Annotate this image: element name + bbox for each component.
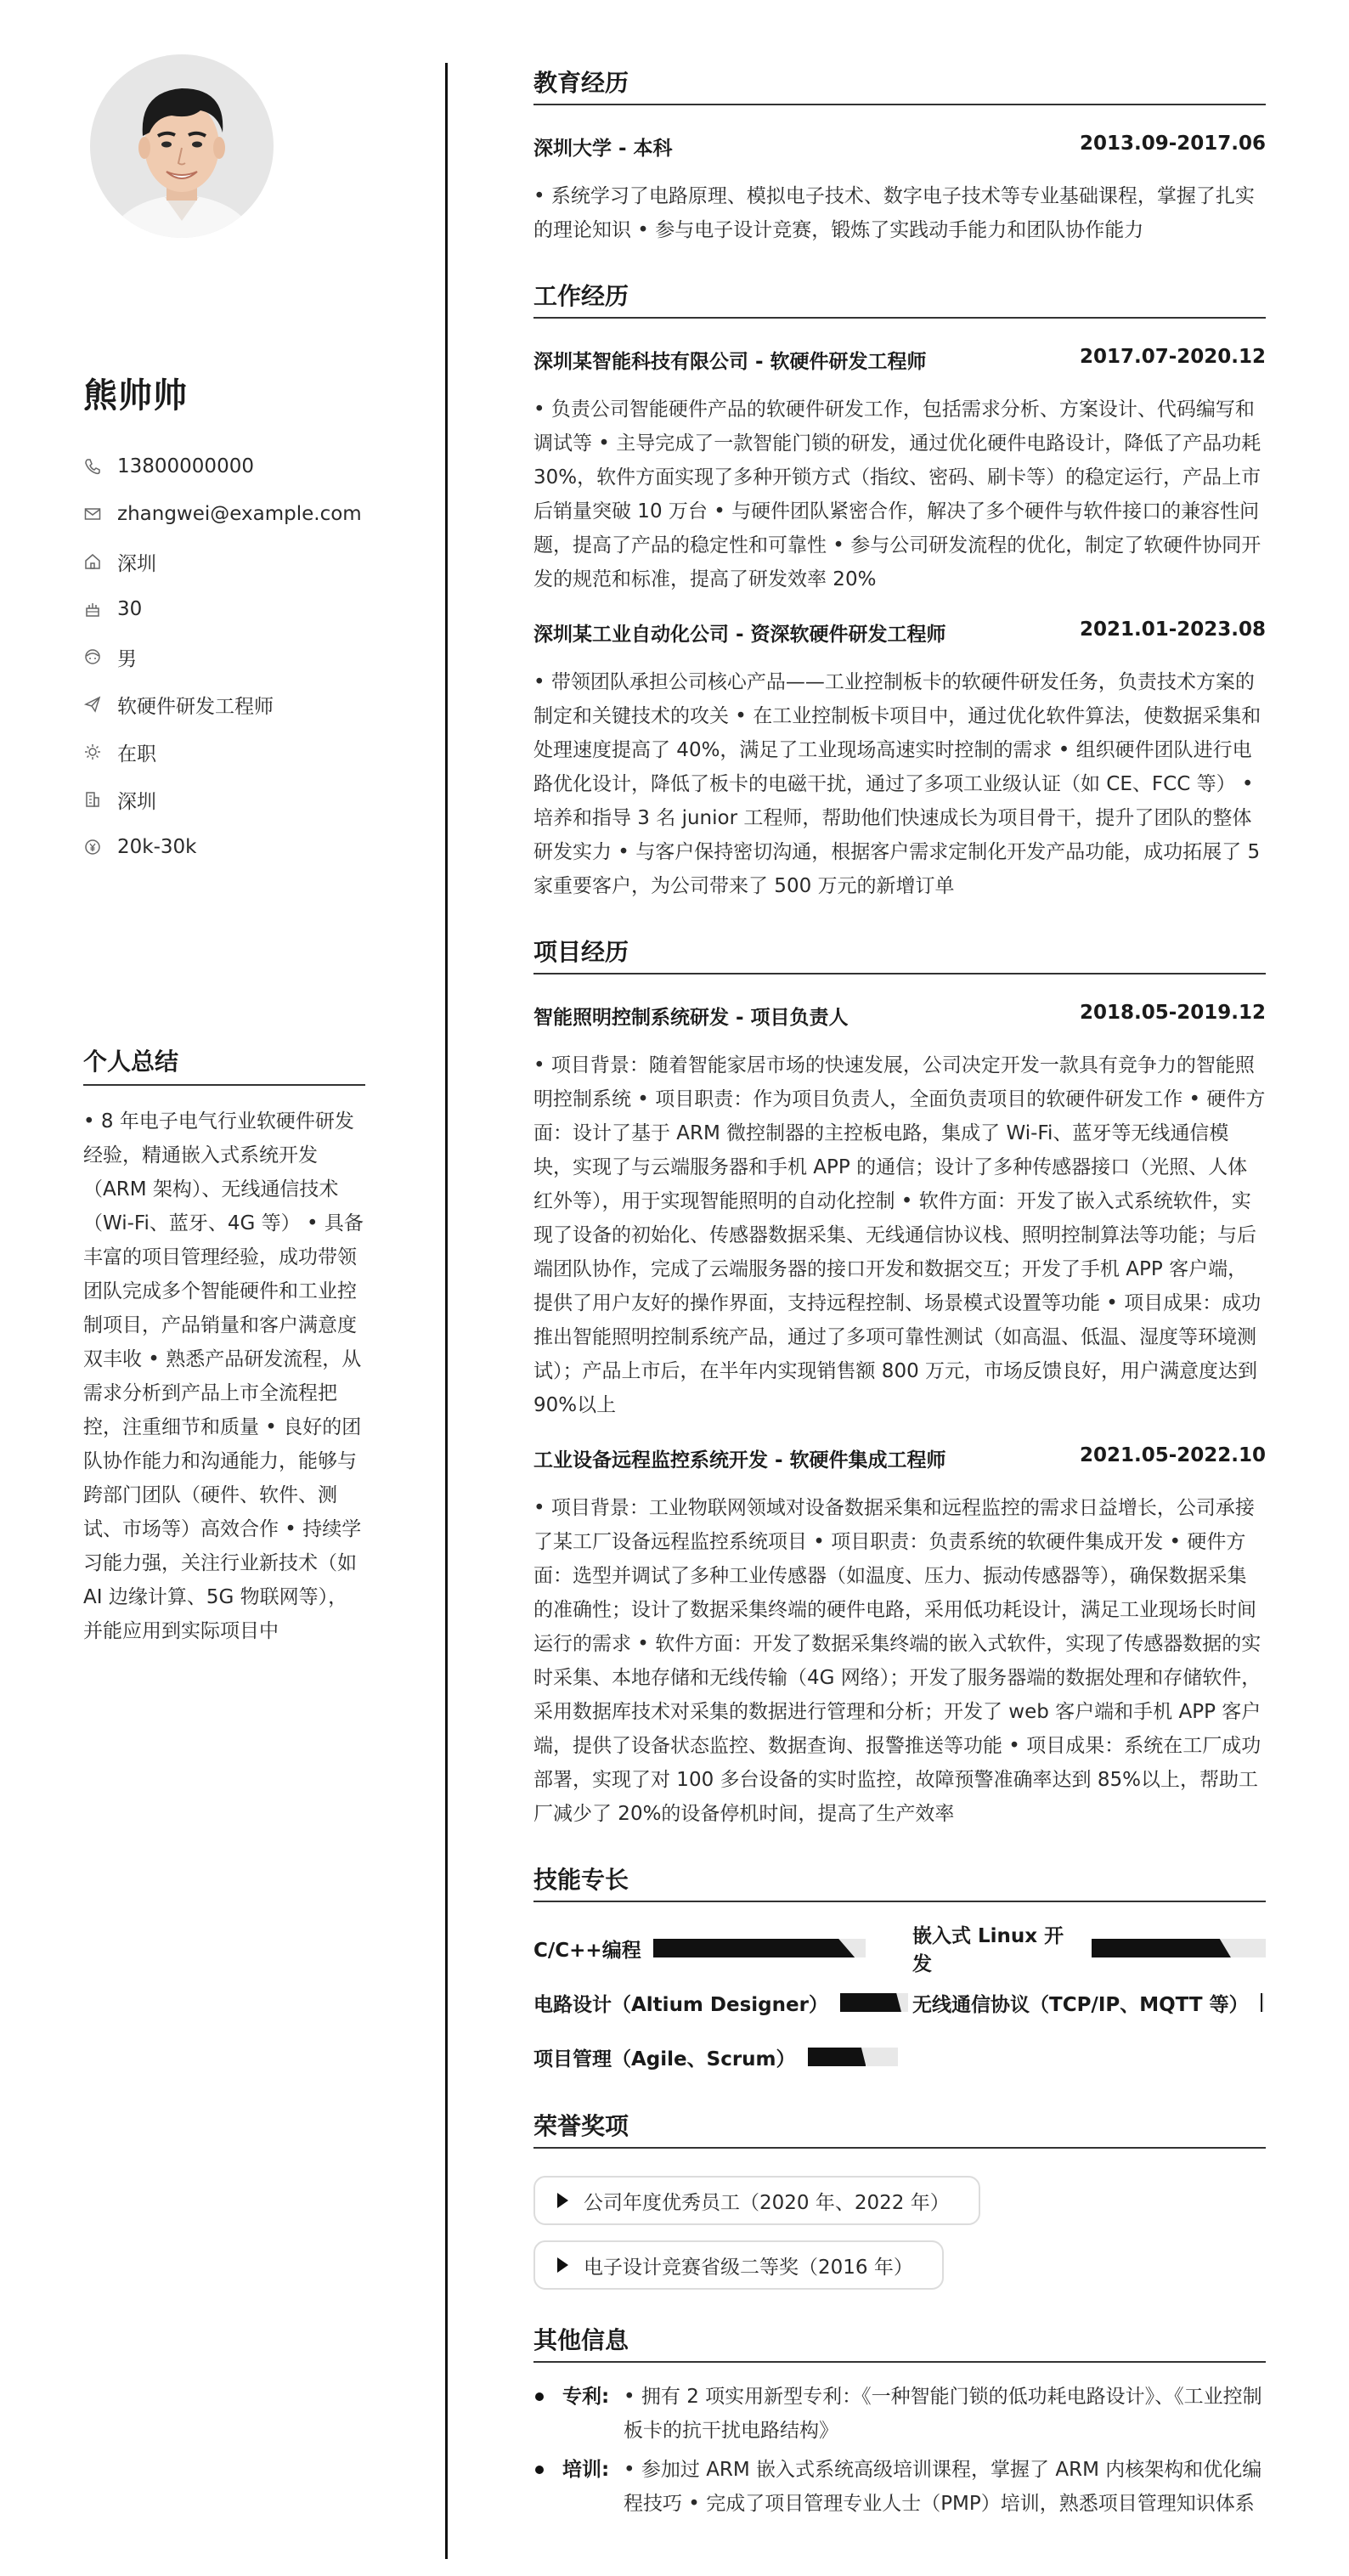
skill-item [533, 2043, 912, 2071]
skill-bar [1261, 1993, 1264, 2012]
skill-bar [1092, 1939, 1266, 1957]
entry-date: 2013.09-2017.06 [1079, 133, 1266, 155]
skill-item [912, 1989, 1266, 2017]
education-entry [533, 133, 1266, 247]
skill-name: 无线通信协议（TCP/IP、MQTT 等） [912, 1993, 1249, 2016]
building-icon [83, 790, 102, 809]
entry-org: 深圳某智能科技有限公司 - 软硬件研发工程师 [533, 351, 927, 373]
projects-title: 项目经历 [533, 934, 1266, 974]
awards-title: 荣誉奖项 [533, 2108, 1266, 2149]
age-icon [83, 600, 102, 619]
contact-position [83, 681, 365, 728]
summary-title: 个人总结 [83, 1043, 365, 1086]
triangle-bullet-icon [557, 2193, 568, 2208]
entry-date: 2021.05-2022.10 [1079, 1444, 1266, 1466]
phone-icon [83, 457, 102, 476]
award-text: 电子设计竞赛省级二等奖（2016 年） [584, 2256, 913, 2279]
contact-salary [83, 823, 365, 871]
skill-row [533, 1921, 1266, 1975]
status-icon [83, 743, 102, 761]
entry-org: 深圳某工业自动化公司 - 资深软硬件研发工程师 [533, 624, 946, 646]
entry-date: 2018.05-2019.12 [1079, 1002, 1266, 1024]
contact-text: 男 [117, 647, 137, 670]
skill-bar-fill [1092, 1939, 1231, 1957]
entry-desc: • 负责公司智能硬件产品的软硬件研发工作，包括需求分析、方案设计、代码编写和调试等 • 主导完成了一款智能门锁的研发，通过优化硬件电路设计，降低了产品功耗 30%，软件方面实现了多种开锁方式（指纹、密码、刷卡等）的稳定运行，产品上市后销量突破 10 万台 • 与硬件团队紧密合作，解决了多个硬件与软件接口的兼容性问题，提高了产品的稳定性和可靠性 • 参与公司研发流程的优化，制定了软硬件协同开发的规范和标准，提高了研发效率 20% [533, 398, 1262, 590]
skills-list [533, 1921, 1266, 2084]
triangle-bullet-icon [557, 2257, 568, 2273]
skill-item [533, 1989, 912, 2017]
work-entry [533, 346, 1266, 596]
award-item [533, 2176, 980, 2225]
contact-text: zhangwei@example.com [117, 503, 362, 525]
column-divider [445, 63, 448, 2559]
skill-item [533, 1935, 912, 1963]
skill-bar-fill [653, 1939, 855, 1957]
contact-status [83, 728, 365, 776]
skill-bar-fill [808, 2048, 866, 2066]
entry-desc: • 带领团队承担公司核心产品——工业控制板卡的软硬件研发任务，负责技术方案的制定和关键技术的攻关 • 在工业控制板卡项目中，通过优化软件算法，使数据采集和处理速度提高了 40%，满足了工业现场高速实时控制的需求 • 组织硬件团队进行电路优化设计，降低了板卡的电磁干扰，通过了多项工业级认证（如 CE、FCC 等） • 培养和指导 3 名 junior 工程师，帮助他们快速成长为项目骨干，提升了团队的整体研发实力 • 与客户保持密切沟通，根据客户需求定制化开发产品功能，成功拓展了 5 家重要客户，为公司带来了 500 万元的新增订单 [533, 671, 1262, 897]
project-entry [533, 1002, 1266, 1422]
skill-bar-fill [1261, 1993, 1263, 2012]
entry-head [533, 346, 1266, 374]
skill-row [533, 1975, 1266, 2030]
other-label: 专利: [562, 2386, 610, 2408]
contact-text: 13800000000 [117, 455, 254, 477]
skill-name: 电路设计（Altium Designer） [533, 1993, 828, 2016]
entry-date: 2021.01-2023.08 [1079, 619, 1266, 641]
contact-text: 20k-30k [117, 836, 197, 858]
skill-name: 嵌入式 Linux 开发 [912, 1925, 1064, 1975]
entry-org: 工业设备远程监控系统开发 - 软硬件集成工程师 [533, 1449, 946, 1472]
contact-text: 深圳 [117, 790, 156, 813]
other-item [533, 2380, 1266, 2448]
work-entry [533, 619, 1266, 903]
work-title: 工作经历 [533, 278, 1266, 319]
contact-age [83, 585, 365, 633]
summary-text: • 8 年电子电气行业软硬件研发经验，精通嵌入式系统开发（ARM 架构）、无线通信技术（Wi-Fi、蓝牙、4G 等） • 具备丰富的项目管理经验，成功带领团队完成多个智能硬件和工业控制项目，产品销量和客户满意度双丰收 • 熟悉产品研发流程，从需求分析到产品上市全流程把控，注重细节和质量 • 良好的团队协作能力和沟通能力，能够与跨部门团队（硬件、软件、测试、市场等）高效合作 • 持续学习能力强，关注行业新技术（如 AI 边缘计算、5G 物联网等），并能应用到实际项目中 [83, 1110, 364, 1642]
sidebar [83, 54, 365, 871]
contact-text: 30 [117, 598, 143, 620]
avatar [90, 54, 274, 238]
contact-text: 深圳 [117, 552, 156, 575]
skill-name: 项目管理（Agile、Scrum） [533, 2048, 796, 2070]
contact-phone[interactable] [83, 443, 365, 490]
entry-desc: • 项目背景：随着智能家居市场的快速发展，公司决定开发一款具有竞争力的智能照明控制系统 • 项目职责：作为项目负责人，全面负责项目的软硬件研发工作 • 硬件方面：设计了基于 ARM 微控制器的主控板电路，集成了 Wi-Fi、蓝牙等无线通信模块，实现了与云端服务器和手机 APP 的通信；设计了多种传感器接口（光照、人体红外等），用于实现智能照明的自动化控制 • 软件方面：开发了嵌入式系统软件，实现了设备的初始化、传感器数据采集、无线通信协议栈、照明控制算法等功能；与后端团队协作，完成了云端服务器的接口开发和数据交互；开发了手机 APP 客户端，提供了用户友好的操作界面，支持远程控制、场景模式设置等功能 • 项目成果：成功推出智能照明控制系统产品，通过了多项可靠性测试（如高温、低温、湿度等环境测试）；产品上市后，在半年内实现销售额 800 万元，市场反馈良好，用户满意度达到 90%以上 [533, 1054, 1266, 1416]
award-item [533, 2240, 944, 2290]
contact-gender [83, 633, 365, 681]
entry-head [533, 1444, 1266, 1472]
skill-row [533, 2030, 1266, 2084]
education-title: 教育经历 [533, 65, 1266, 105]
other-label: 培训: [562, 2459, 610, 2481]
other-title: 其他信息 [533, 2322, 1266, 2363]
other-text: • 参加过 ARM 嵌入式系统高级培训课程，掌握了 ARM 内核架构和优化编程技巧 • 完成了项目管理专业人士（PMP）培训，熟悉项目管理知识体系 [624, 2459, 1262, 2515]
mail-icon [83, 505, 102, 523]
awards-list [533, 2161, 1266, 2290]
skill-bar-fill [840, 1993, 901, 2012]
entry-head [533, 133, 1266, 161]
skill-bar [840, 1993, 908, 2012]
home-icon [83, 552, 102, 571]
gender-icon [83, 647, 102, 666]
send-icon [83, 695, 102, 714]
yen-icon [83, 838, 102, 856]
contact-email[interactable] [83, 490, 365, 538]
award-text: 公司年度优秀员工（2020 年、2022 年） [584, 2191, 950, 2214]
skill-bar [653, 1939, 866, 1957]
other-item [533, 2453, 1266, 2521]
entry-org: 智能照明控制系统研发 - 项目负责人 [533, 1007, 849, 1029]
entry-org: 深圳大学 - 本科 [533, 138, 673, 160]
bullet-dot-icon [535, 2392, 544, 2401]
entry-date: 2017.07-2020.12 [1079, 346, 1266, 368]
skill-item [912, 1920, 1266, 1976]
main-content [533, 65, 1266, 2521]
candidate-name: 熊帅帅 [83, 376, 188, 415]
skills-title: 技能专长 [533, 1861, 1266, 1902]
contact-list [83, 443, 365, 871]
contact-location [83, 776, 365, 823]
other-list [533, 2380, 1266, 2521]
contact-city [83, 538, 365, 585]
contact-text: 在职 [117, 743, 156, 765]
skill-name: C/C++编程 [533, 1939, 641, 1962]
entry-desc: • 项目背景：工业物联网领域对设备数据采集和远程监控的需求日益增长，公司承接了某工厂设备远程监控系统项目 • 项目职责：负责系统的软硬件集成开发 • 硬件方面：选型并调试了多种工业传感器（如温度、压力、振动传感器等），确保数据采集的准确性；设计了数据采集终端的硬件电路，采用低功耗设计，满足工业现场长时间运行的需求 • 软件方面：开发了数据采集终端的嵌入式软件，实现了传感器数据的实时采集、本地存储和无线传输（4G 网络）；开发了服务器端的数据处理和存储软件，采用数据库技术对采集的数据进行管理和分析；开发了 web 客户端和手机 APP 客户端，提供了设备状态监控、数据查询、报警推送等功能 • 项目成果：系统在工厂成功部署，实现了对 100 多台设备的实时监控，故障预警准确率达到 85%以上，帮助工厂减少了 20%的设备停机时间，提高了生产效率 [533, 1497, 1262, 1825]
entry-desc: • 系统学习了电路原理、模拟电子技术、数字电子技术等专业基础课程，掌握了扎实的理论知识 • 参与电子设计竞赛，锻炼了实践动手能力和团队协作能力 [533, 185, 1255, 241]
skill-bar [808, 2048, 898, 2066]
project-entry [533, 1444, 1266, 1831]
other-text: • 拥有 2 项实用新型专利：《一种智能门锁的低功耗电路设计》、《工业控制板卡的抗干扰电路结构》 [624, 2386, 1262, 2442]
bullet-dot-icon [535, 2466, 544, 2474]
entry-head [533, 619, 1266, 647]
contact-text: 软硬件研发工程师 [117, 695, 274, 718]
entry-head [533, 1002, 1266, 1030]
